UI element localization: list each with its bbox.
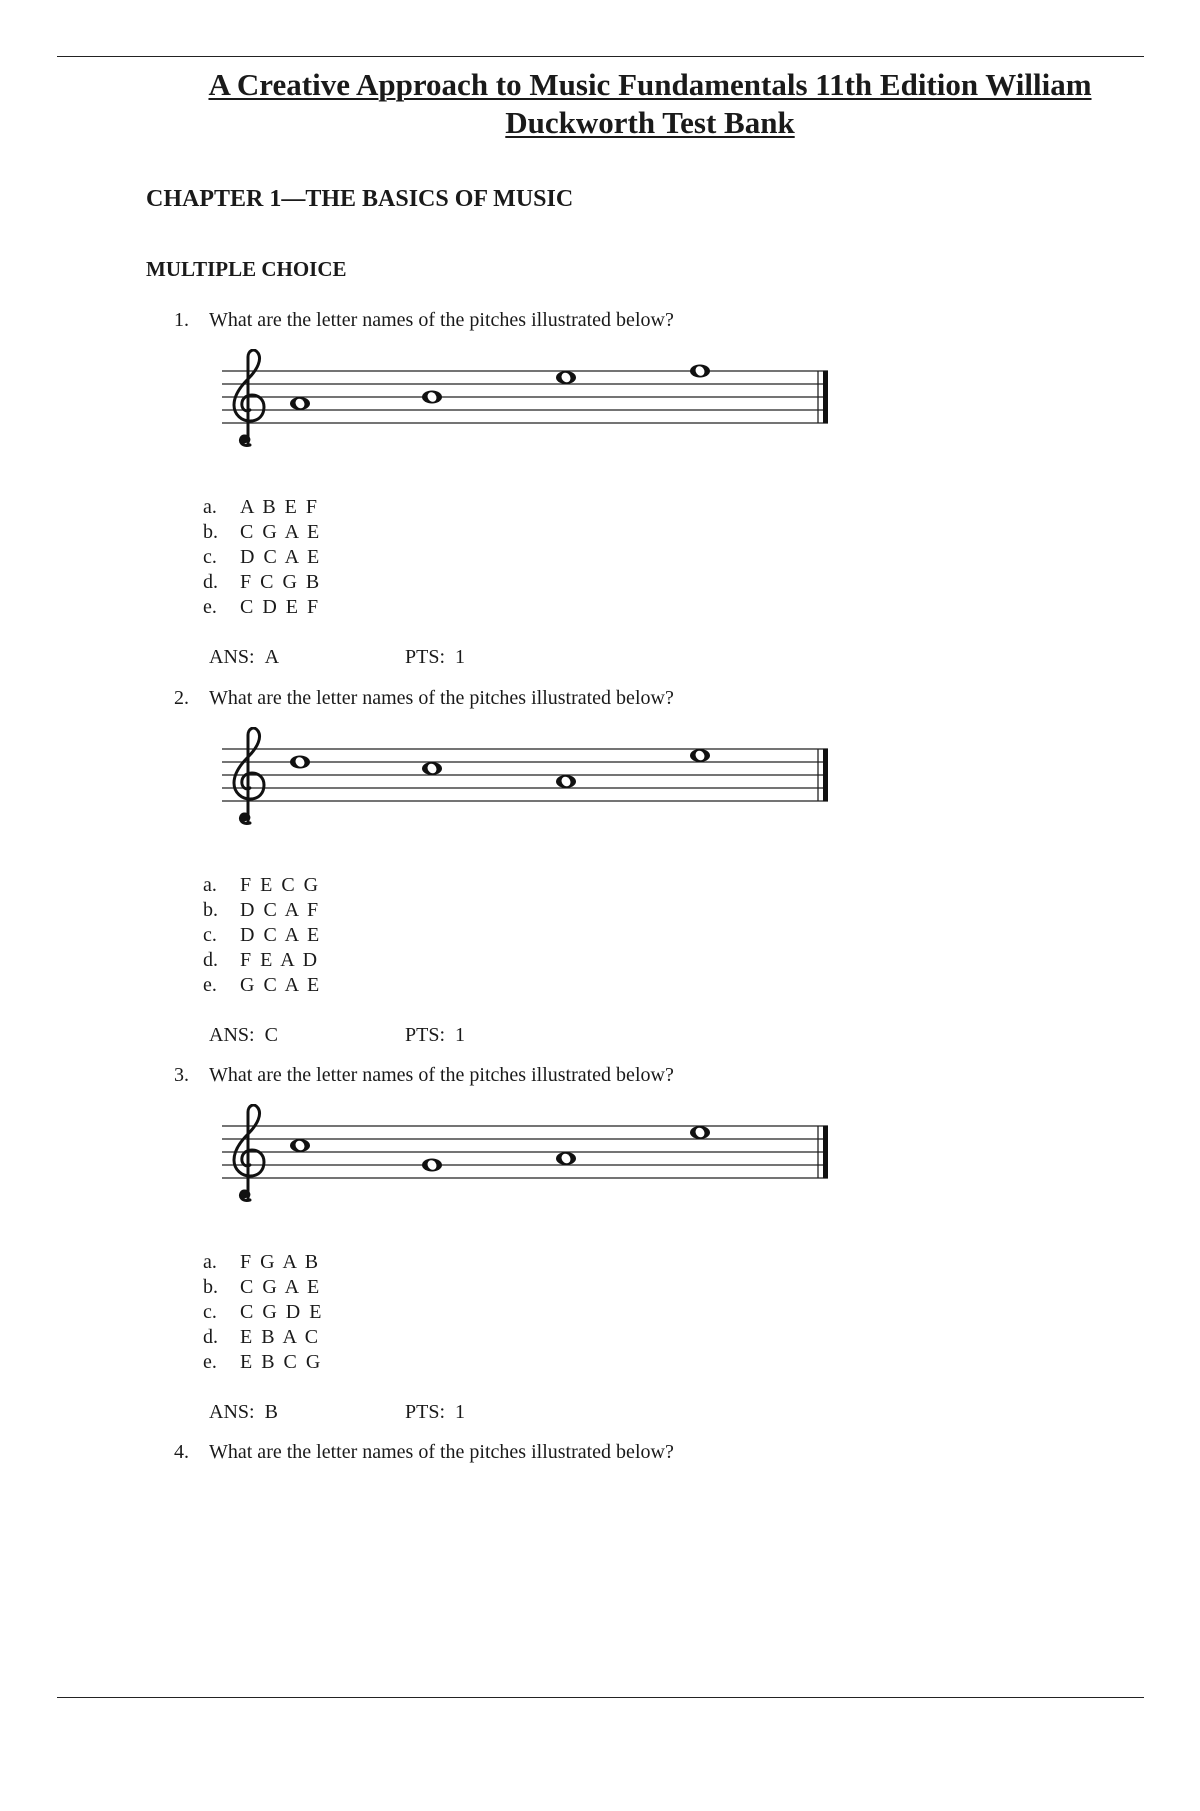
choice-letter: d. (203, 949, 218, 971)
choice-text: G C A E (240, 974, 322, 996)
points-label: PTS: (405, 1401, 446, 1423)
choice-text: F E A D (240, 949, 320, 971)
question-text: What are the letter names of the pitches illustrated below? (209, 1441, 674, 1463)
whole-note (556, 1152, 576, 1165)
treble-clef-icon (234, 350, 264, 445)
whole-note (690, 1126, 710, 1139)
treble-clef-icon (234, 1105, 264, 1200)
answer-value: A (264, 646, 280, 668)
whole-note (556, 371, 576, 384)
points (405, 646, 465, 669)
question-number: 4. (174, 1441, 189, 1463)
treble-clef-icon (234, 728, 264, 823)
music-staff (210, 727, 840, 839)
answer-label: ANS: (209, 646, 255, 668)
choice-letter: d. (203, 571, 218, 593)
barline-thick (823, 371, 828, 424)
choice-text: C G A E (240, 1276, 322, 1298)
answer-label: ANS: (209, 1401, 255, 1423)
choice-letter: c. (203, 1301, 217, 1323)
question-item (0, 1441, 1200, 1811)
question-text: What are the letter names of the pitches illustrated below? (209, 309, 674, 331)
choice-letter: e. (203, 596, 217, 618)
choice-text: C G D E (240, 1301, 324, 1323)
choice-text: E B C G (240, 1351, 323, 1373)
points (405, 1024, 465, 1047)
whole-note (422, 762, 442, 775)
question-number: 1. (174, 309, 189, 331)
choice-text: A B E F (240, 496, 320, 518)
choice-letter: e. (203, 974, 217, 996)
barline-thick (823, 749, 828, 802)
answer-key (209, 1401, 278, 1424)
question-item (0, 309, 1200, 679)
chapter-heading: CHAPTER 1—THE BASICS OF MUSIC (146, 186, 574, 212)
question-number: 2. (174, 687, 189, 709)
choice-text: C D E F (240, 596, 321, 618)
whole-note (556, 775, 576, 788)
music-staff (210, 1104, 840, 1216)
choice-text: C G A E (240, 521, 322, 543)
choice-text: F C G B (240, 571, 322, 593)
choice-text: D C A E (240, 546, 322, 568)
question-text: What are the letter names of the pitches illustrated below? (209, 1064, 674, 1086)
document-title: A Creative Approach to Music Fundamentals 11th Edition William Duckworth Test Bank (208, 67, 1092, 140)
whole-note (290, 1139, 310, 1152)
answer-value: C (264, 1024, 278, 1046)
whole-note (422, 1158, 442, 1171)
choice-text: E B A C (240, 1326, 321, 1348)
whole-note (690, 749, 710, 762)
choice-text: D C A E (240, 924, 322, 946)
music-staff (210, 349, 840, 461)
choice-letter: b. (203, 1276, 218, 1298)
choice-letter: a. (203, 496, 217, 518)
whole-note (690, 364, 710, 377)
points (405, 1401, 465, 1424)
section-heading: MULTIPLE CHOICE (146, 257, 347, 281)
points-label: PTS: (405, 1024, 446, 1046)
answer-key (209, 1024, 278, 1047)
points-value: 1 (455, 646, 466, 668)
whole-note (422, 390, 442, 403)
answer-key (209, 646, 279, 669)
points-value: 1 (455, 1024, 466, 1046)
choice-letter: c. (203, 546, 217, 568)
question-item (0, 687, 1200, 1057)
choice-letter: b. (203, 521, 218, 543)
question-item (0, 1064, 1200, 1434)
choice-letter: c. (203, 924, 217, 946)
points-label: PTS: (405, 646, 446, 668)
top-rule (57, 56, 1144, 57)
question-text: What are the letter names of the pitches illustrated below? (209, 687, 674, 709)
choice-letter: b. (203, 899, 218, 921)
choice-letter: a. (203, 1251, 217, 1273)
answer-value: B (264, 1401, 278, 1423)
choice-letter: e. (203, 1351, 217, 1373)
choice-letter: d. (203, 1326, 218, 1348)
choice-text: D C A F (240, 899, 321, 921)
bottom-rule (57, 1697, 1144, 1698)
barline-thick (823, 1126, 828, 1179)
question-number: 3. (174, 1064, 189, 1086)
whole-note (290, 397, 310, 410)
points-value: 1 (455, 1401, 466, 1423)
choice-text: F G A B (240, 1251, 321, 1273)
choice-text: F E C G (240, 874, 321, 896)
choice-letter: a. (203, 874, 217, 896)
answer-label: ANS: (209, 1024, 255, 1046)
whole-note (290, 755, 310, 768)
